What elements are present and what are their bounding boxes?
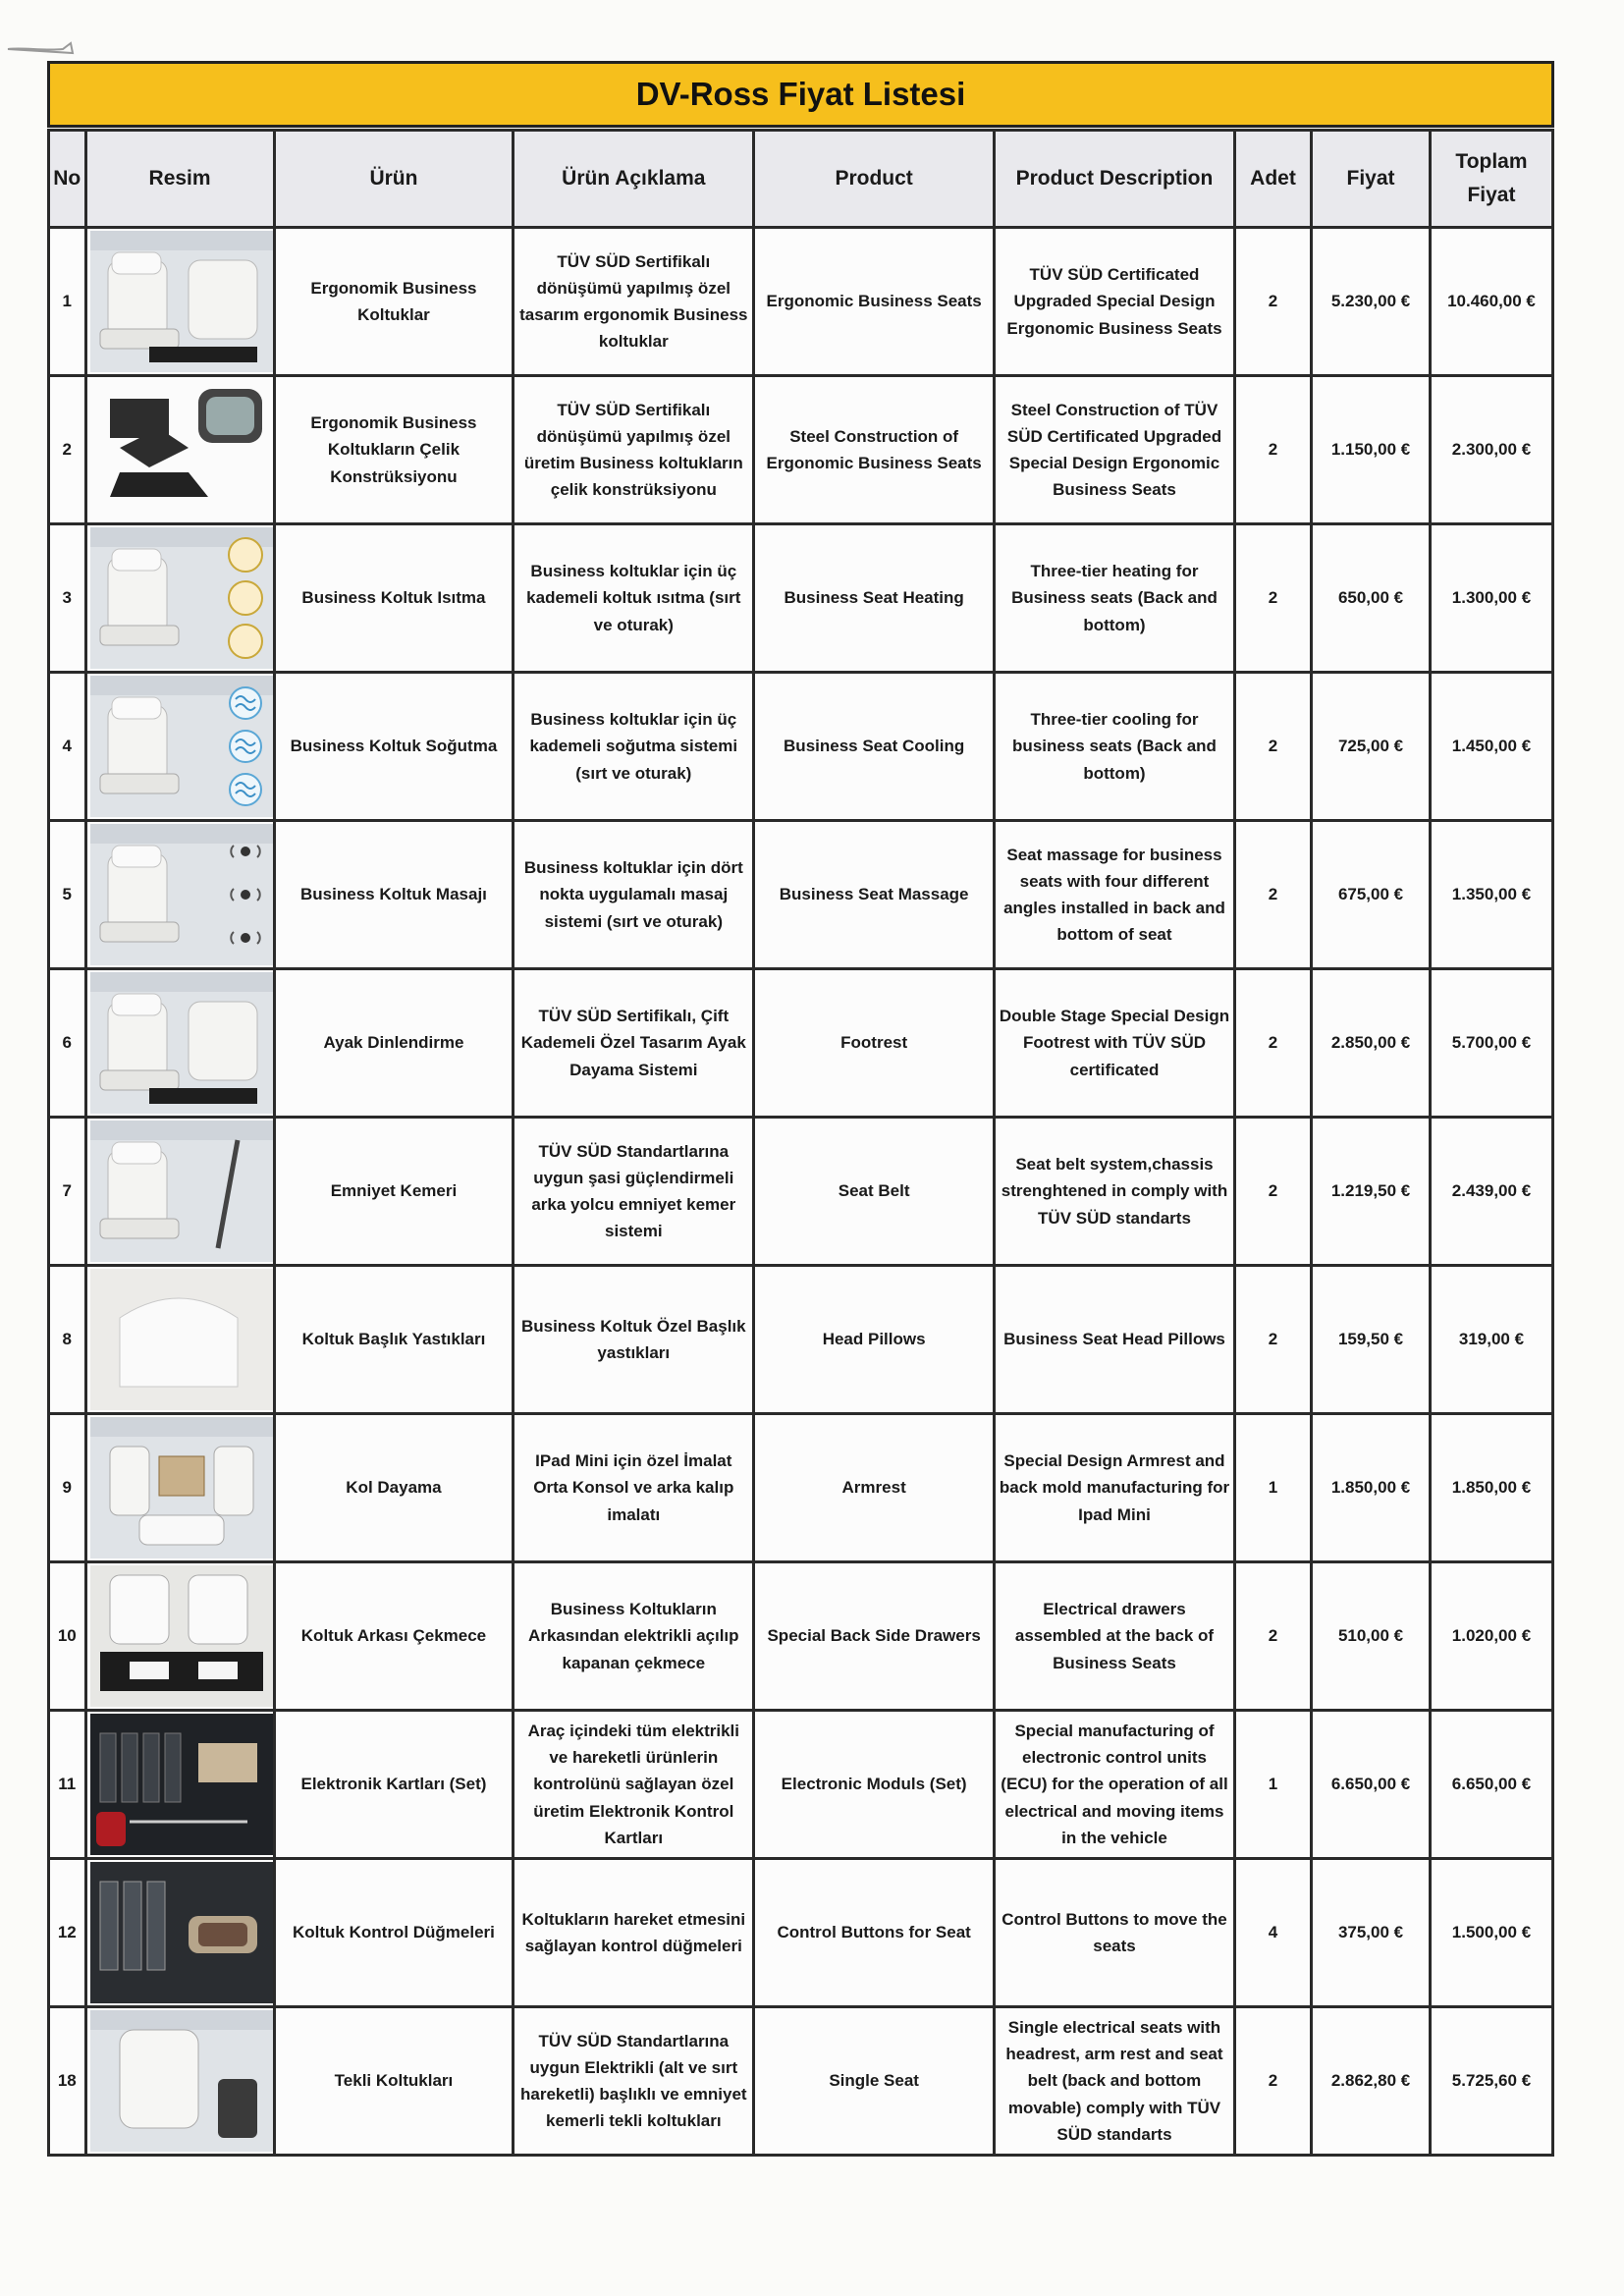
row-price: 375,00 € — [1313, 1860, 1429, 2005]
footrest-photo — [90, 972, 273, 1114]
product-image — [87, 2008, 273, 2154]
col-header-urun: Ürün — [276, 132, 513, 226]
product-image — [87, 525, 273, 671]
row-product: Business Seat Cooling — [755, 674, 993, 819]
row-qty: 1 — [1236, 1415, 1310, 1560]
row-urun-aciklama: IPad Mini için özel İmalat Orta Konsol ve arka kalıp imalatı — [514, 1415, 752, 1560]
row-product-description: Electrical drawers assembled at the back of Business Seats — [996, 1563, 1233, 1709]
heating-icon — [90, 527, 273, 669]
col-header-price: Fiyat — [1313, 132, 1429, 226]
row-product-description: Seat massage for business seats with four different angles installed in back and bottom of seat — [996, 822, 1233, 967]
row-price: 1.850,00 € — [1313, 1415, 1429, 1560]
row-no: 3 — [50, 525, 84, 671]
row-product-description: Three-tier heating for Business seats (Back and bottom) — [996, 525, 1233, 671]
row-urun: Business Koltuk Soğutma — [276, 674, 513, 819]
col-header-image: Resim — [87, 132, 273, 226]
product-image — [87, 229, 273, 374]
row-product: Seat Belt — [755, 1119, 993, 1264]
steel-frame-photo — [90, 379, 273, 520]
product-image — [87, 674, 273, 819]
table-row — [50, 1119, 1551, 1264]
row-price: 2.850,00 € — [1313, 970, 1429, 1116]
row-urun-aciklama: TÜV SÜD Sertifikalı dönüşümü yapılmış özel tasarım ergonomik Business koltuklar — [514, 229, 752, 374]
row-total: 1.500,00 € — [1432, 1860, 1551, 2005]
seat-photo — [90, 231, 273, 372]
row-product: Control Buttons for Seat — [755, 1860, 993, 2005]
price-list-title: DV-Ross Fiyat Listesi — [47, 61, 1554, 128]
row-urun-aciklama: Business koltuklar için dört nokta uygulamalı masaj sistemi (sırt ve oturak) — [514, 822, 752, 967]
col-header-total: Toplam Fiyat — [1432, 132, 1551, 226]
header-row — [50, 132, 1551, 226]
product-image — [87, 1119, 273, 1264]
table-row — [50, 2008, 1551, 2154]
row-product-description: Special manufacturing of electronic control units (ECU) for the operation of all electrical and moving items in the vehicle — [996, 1712, 1233, 1857]
table-row — [50, 1860, 1551, 2005]
row-urun: Koltuk Başlık Yastıkları — [276, 1267, 513, 1412]
table-row — [50, 1415, 1551, 1560]
row-product: Single Seat — [755, 2008, 993, 2154]
scan-corner-mark — [4, 33, 92, 63]
table-row — [50, 674, 1551, 819]
col-header-product-description: Product Description — [996, 132, 1233, 226]
row-no: 8 — [50, 1267, 84, 1412]
row-total: 1.300,00 € — [1432, 525, 1551, 671]
row-price: 1.219,50 € — [1313, 1119, 1429, 1264]
row-price: 1.150,00 € — [1313, 377, 1429, 522]
row-product: Armrest — [755, 1415, 993, 1560]
row-product-description: Business Seat Head Pillows — [996, 1267, 1233, 1412]
row-qty: 4 — [1236, 1860, 1310, 2005]
row-product: Business Seat Massage — [755, 822, 993, 967]
row-total: 319,00 € — [1432, 1267, 1551, 1412]
row-price: 159,50 € — [1313, 1267, 1429, 1412]
row-price: 675,00 € — [1313, 822, 1429, 967]
row-qty: 2 — [1236, 1119, 1310, 1264]
product-image — [87, 970, 273, 1116]
row-product-description: Steel Construction of TÜV SÜD Certificated Upgraded Special Design Ergonomic Business Seats — [996, 377, 1233, 522]
row-urun-aciklama: TÜV SÜD Standartlarına uygun şasi güçlendirmeli arka yolcu emniyet kemer sistemi — [514, 1119, 752, 1264]
row-urun: Elektronik Kartları (Set) — [276, 1712, 513, 1857]
row-urun-aciklama: Araç içindeki tüm elektrikli ve hareketli ürünlerin kontrolünü sağlayan özel üretim Elektronik Kontrol Kartları — [514, 1712, 752, 1857]
col-header-no: No — [50, 132, 84, 226]
product-image — [87, 1712, 273, 1857]
row-product: Business Seat Heating — [755, 525, 993, 671]
row-no: 1 — [50, 229, 84, 374]
row-product: Footrest — [755, 970, 993, 1116]
row-product-description: TÜV SÜD Certificated Upgraded Special Design Ergonomic Business Seats — [996, 229, 1233, 374]
row-qty: 2 — [1236, 674, 1310, 819]
row-urun: Business Koltuk Isıtma — [276, 525, 513, 671]
row-total: 5.700,00 € — [1432, 970, 1551, 1116]
product-image — [87, 1267, 273, 1412]
row-price: 2.862,80 € — [1313, 2008, 1429, 2154]
row-no: 18 — [50, 2008, 84, 2154]
row-price: 5.230,00 € — [1313, 229, 1429, 374]
row-qty: 2 — [1236, 1267, 1310, 1412]
table-row — [50, 1563, 1551, 1709]
table-row — [50, 1267, 1551, 1412]
single-seat-photo — [90, 2010, 273, 2152]
pillow-photo — [90, 1269, 273, 1410]
row-urun-aciklama: Business Koltukların Arkasından elektrikli açılıp kapanan çekmece — [514, 1563, 752, 1709]
row-urun: Business Koltuk Masajı — [276, 822, 513, 967]
row-no: 2 — [50, 377, 84, 522]
row-urun: Koltuk Arkası Çekmece — [276, 1563, 513, 1709]
table-row — [50, 1712, 1551, 1857]
row-product: Steel Construction of Ergonomic Business Seats — [755, 377, 993, 522]
price-list-sheet — [47, 61, 1554, 2157]
row-urun: Ergonomik Business Koltuklar — [276, 229, 513, 374]
row-no: 5 — [50, 822, 84, 967]
drawer-photo — [90, 1565, 273, 1707]
row-qty: 2 — [1236, 377, 1310, 522]
table-row — [50, 525, 1551, 671]
row-urun: Tekli Koltukları — [276, 2008, 513, 2154]
row-qty: 2 — [1236, 2008, 1310, 2154]
massage-icon — [90, 824, 273, 965]
table-row — [50, 229, 1551, 374]
table-row — [50, 822, 1551, 967]
row-no: 7 — [50, 1119, 84, 1264]
product-image — [87, 1563, 273, 1709]
row-total: 10.460,00 € — [1432, 229, 1551, 374]
row-total: 1.020,00 € — [1432, 1563, 1551, 1709]
row-no: 6 — [50, 970, 84, 1116]
product-image — [87, 1415, 273, 1560]
row-no: 10 — [50, 1563, 84, 1709]
row-no: 4 — [50, 674, 84, 819]
row-qty: 2 — [1236, 525, 1310, 671]
row-price: 510,00 € — [1313, 1563, 1429, 1709]
row-price: 650,00 € — [1313, 525, 1429, 671]
row-urun-aciklama: Business Koltuk Özel Başlık yastıkları — [514, 1267, 752, 1412]
row-urun: Kol Dayama — [276, 1415, 513, 1560]
product-image — [87, 377, 273, 522]
row-urun-aciklama: TÜV SÜD Sertifikalı dönüşümü yapılmış özel üretim Business koltukların çelik konstrüksiyonu — [514, 377, 752, 522]
row-total: 1.450,00 € — [1432, 674, 1551, 819]
row-product: Head Pillows — [755, 1267, 993, 1412]
row-product-description: Single electrical seats with headrest, arm rest and seat belt (back and bottom movable) comply with TÜV SÜD standarts — [996, 2008, 1233, 2154]
row-product-description: Double Stage Special Design Footrest with TÜV SÜD certificated — [996, 970, 1233, 1116]
col-header-urun-aciklama: Ürün Açıklama — [514, 132, 752, 226]
row-product-description: Control Buttons to move the seats — [996, 1860, 1233, 2005]
price-table — [47, 129, 1554, 2157]
col-header-qty: Adet — [1236, 132, 1310, 226]
row-qty: 2 — [1236, 822, 1310, 967]
row-total: 6.650,00 € — [1432, 1712, 1551, 1857]
row-total: 1.350,00 € — [1432, 822, 1551, 967]
row-product: Ergonomic Business Seats — [755, 229, 993, 374]
table-row — [50, 377, 1551, 522]
row-product-description: Seat belt system,chassis strenghtened in comply with TÜV SÜD standarts — [996, 1119, 1233, 1264]
row-urun-aciklama: Business koltuklar için üç kademeli koltuk ısıtma (sırt ve oturak) — [514, 525, 752, 671]
row-no: 11 — [50, 1712, 84, 1857]
row-urun-aciklama: TÜV SÜD Standartlarına uygun Elektrikli (alt ve sırt hareketli) başlıklı ve emniyet kemerli tekli koltukları — [514, 2008, 752, 2154]
row-urun-aciklama: Business koltuklar için üç kademeli soğutma sistemi (sırt ve oturak) — [514, 674, 752, 819]
product-image — [87, 1860, 273, 2005]
armrest-photo — [90, 1417, 273, 1558]
col-header-product: Product — [755, 132, 993, 226]
row-total: 2.439,00 € — [1432, 1119, 1551, 1264]
row-urun: Ergonomik Business Koltukların Çelik Konstrüksiyonu — [276, 377, 513, 522]
row-urun-aciklama: Koltukların hareket etmesini sağlayan kontrol düğmeleri — [514, 1860, 752, 2005]
row-urun: Emniyet Kemeri — [276, 1119, 513, 1264]
circuit-board-photo — [90, 1714, 273, 1855]
control-buttons-photo — [90, 1862, 273, 2003]
row-urun: Ayak Dinlendirme — [276, 970, 513, 1116]
row-qty: 2 — [1236, 970, 1310, 1116]
row-qty: 2 — [1236, 1563, 1310, 1709]
product-image — [87, 822, 273, 967]
row-price: 6.650,00 € — [1313, 1712, 1429, 1857]
table-row — [50, 970, 1551, 1116]
row-total: 2.300,00 € — [1432, 377, 1551, 522]
row-product: Special Back Side Drawers — [755, 1563, 993, 1709]
row-urun: Koltuk Kontrol Düğmeleri — [276, 1860, 513, 2005]
row-qty: 1 — [1236, 1712, 1310, 1857]
row-no: 9 — [50, 1415, 84, 1560]
row-urun-aciklama: TÜV SÜD Sertifikalı, Çift Kademeli Özel Tasarım Ayak Dayama Sistemi — [514, 970, 752, 1116]
cooling-icon — [90, 676, 273, 817]
seat-belt-photo — [90, 1121, 273, 1262]
row-no: 12 — [50, 1860, 84, 2005]
row-total: 1.850,00 € — [1432, 1415, 1551, 1560]
row-product-description: Three-tier cooling for business seats (Back and bottom) — [996, 674, 1233, 819]
row-qty: 2 — [1236, 229, 1310, 374]
row-price: 725,00 € — [1313, 674, 1429, 819]
row-product: Electronic Moduls (Set) — [755, 1712, 993, 1857]
row-product-description: Special Design Armrest and back mold manufacturing for Ipad Mini — [996, 1415, 1233, 1560]
row-total: 5.725,60 € — [1432, 2008, 1551, 2154]
